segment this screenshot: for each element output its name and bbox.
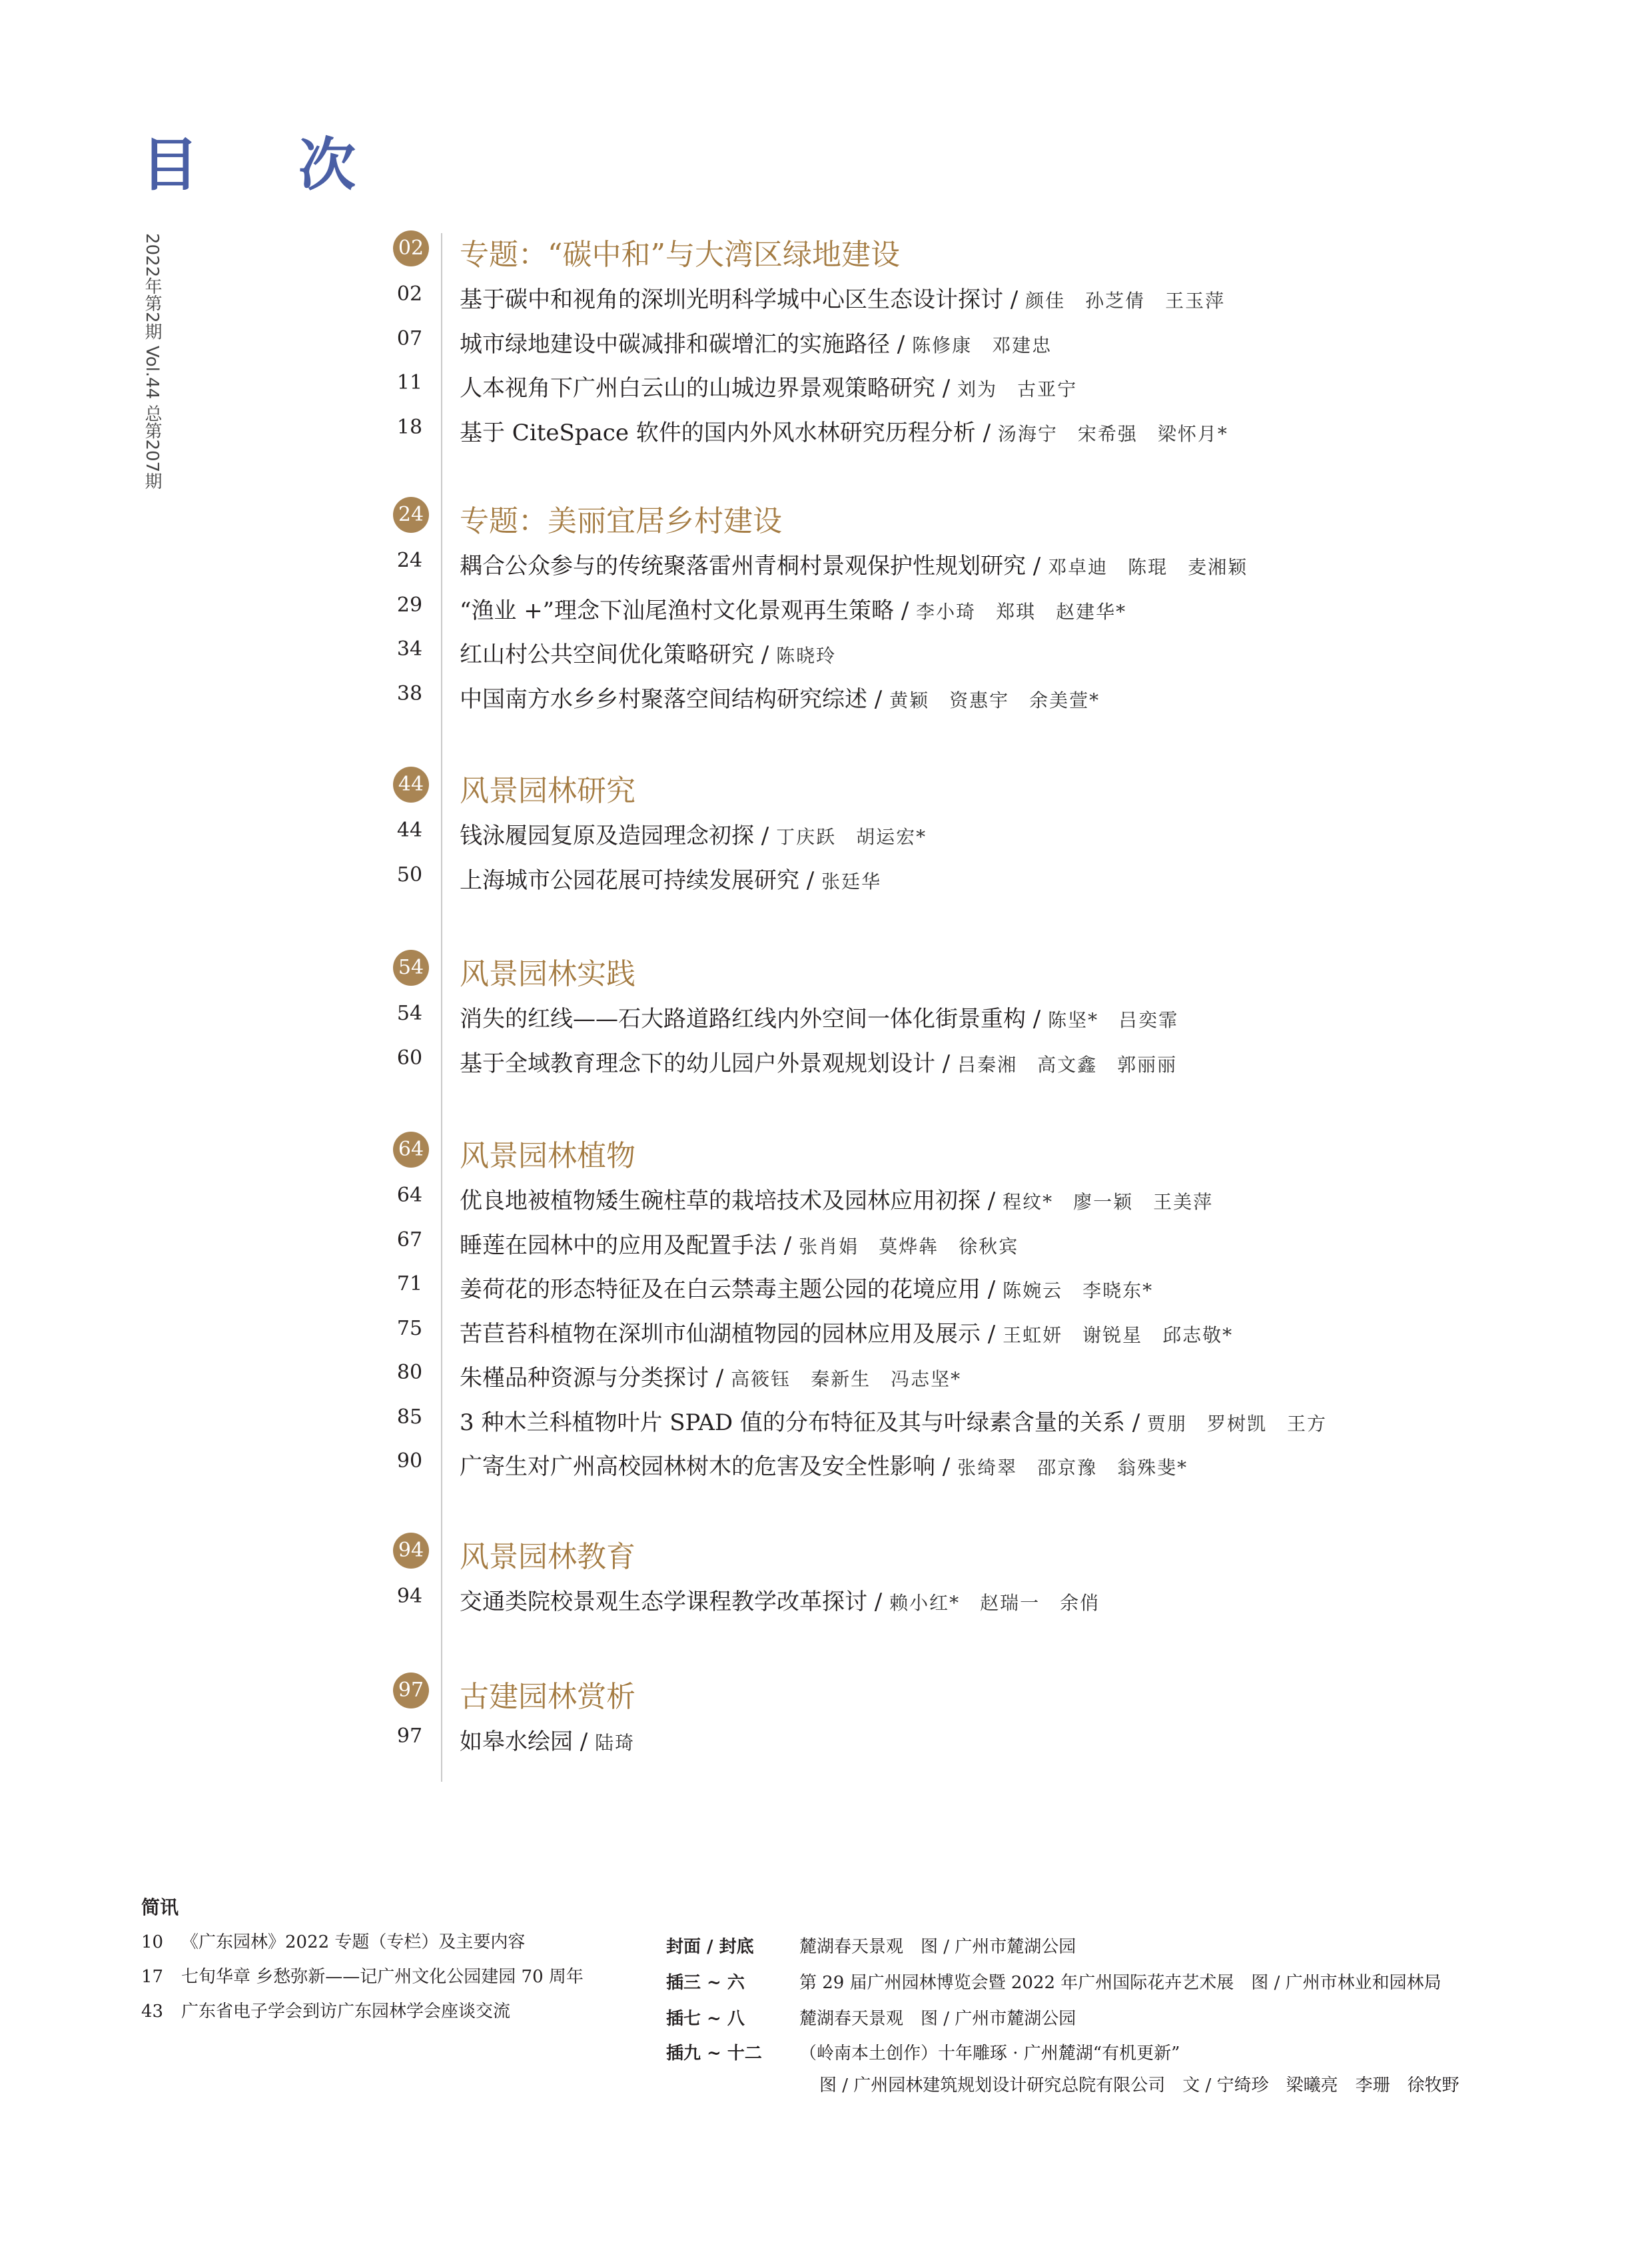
entry-title: 姜荷花的形态特征及在白云禁毒主题公园的花境应用: [460, 1276, 981, 1303]
cover-text: 麓湖春天景观 图 / 广州市麓湖公园: [799, 2009, 1076, 2029]
entry-page: 38: [396, 681, 423, 705]
divider-line: [441, 233, 442, 1782]
separator: /: [777, 1232, 799, 1259]
separator: /: [867, 685, 890, 713]
entry-title: 钱泳履园复原及造园理念初探: [460, 823, 754, 849]
cover-text: 麓湖春天景观 图 / 广州市麓湖公园: [799, 1937, 1076, 1957]
page-title: 目 次: [141, 131, 396, 198]
brief-page: 43: [141, 2002, 164, 2022]
entry-page: 67: [396, 1228, 423, 1252]
separator: /: [890, 330, 913, 358]
entry-page: 64: [396, 1184, 423, 1207]
section-page-badge: 02: [393, 230, 429, 266]
separator: /: [754, 823, 777, 849]
cover-text: 第 29 届广州园林博览会暨 2022 年广州国际花卉艺术展 图 / 广州市林业和园林局: [799, 1973, 1442, 1993]
brief-heading: 简讯: [141, 1896, 179, 1918]
entry-title: 优良地被植物矮生碗柱草的栽培技术及园林应用初探: [460, 1188, 981, 1214]
separator: /: [935, 1050, 958, 1077]
entry-page: 75: [396, 1316, 423, 1340]
entry-title: 消失的红线——石大路道路红线内外空间一体化街景重构: [460, 1006, 1026, 1032]
entry-authors: 程纹* 廖一颖 王美萍: [1003, 1191, 1214, 1213]
entry-title: 城市绿地建设中碳减排和碳增汇的实施路径: [460, 330, 890, 358]
entry-page: 94: [396, 1585, 423, 1608]
entry-title: 朱槿品种资源与分类探讨: [460, 1365, 709, 1391]
entry-authors: 张绮翠 邵京豫 翁殊斐*: [957, 1457, 1188, 1479]
brief-item[interactable]: [141, 1998, 510, 2022]
entry-authors: 王虹妍 谢锐星 邱志敬*: [1003, 1323, 1234, 1346]
section-title: 风景园林植物: [460, 1139, 635, 1173]
section-title: 风景园林实践: [460, 957, 635, 991]
entry-title: 睡莲在园林中的应用及配置手法: [460, 1232, 777, 1259]
section-page-badge: 24: [393, 497, 429, 533]
separator: /: [981, 1320, 1003, 1347]
entry-page: 24: [396, 549, 423, 572]
entry-page: 80: [396, 1361, 423, 1384]
entry-authors: 陈坚* 吕奕霏: [1048, 1009, 1179, 1031]
cover-credit: 图 / 广州园林建筑规划设计研究总院有限公司 文 / 宁绮珍 梁曦亮 李珊 徐牧野: [819, 2075, 1459, 2095]
cover-label: 封面 / 封底: [666, 1937, 754, 1957]
section-page-badge: 54: [393, 950, 429, 986]
separator: /: [935, 1453, 958, 1480]
entry-title: 苦苣苔科植物在深圳市仙湖植物园的园林应用及展示: [460, 1320, 981, 1347]
cover-label: 插七 ~ 八: [666, 2009, 745, 2029]
entry-title: 交通类院校景观生态学课程教学改革探讨: [460, 1589, 867, 1615]
cover-item: [666, 1933, 1076, 1958]
entry-authors: 赖小红* 赵瑞一 余俏: [889, 1592, 1100, 1614]
entry-title: 基于碳中和视角的深圳光明科学城中心区生态设计探讨: [460, 286, 1003, 313]
entry-authors: 陆琦: [595, 1732, 635, 1754]
entry-authors: 刘为 古亚宁: [957, 378, 1078, 400]
entry-title: 3 种木兰科植物叶片 SPAD 值的分布特征及其与叶绿素含量的关系: [460, 1409, 1125, 1436]
entry-page: 02: [396, 282, 423, 306]
section-page-badge: 64: [393, 1132, 429, 1168]
cover-item: [666, 2005, 1076, 2030]
cover-text: （岭南本土创作）十年雕琢 · 广州麓湖“有机更新”: [799, 2044, 1180, 2063]
separator: /: [935, 375, 958, 402]
entry-page: 90: [396, 1449, 423, 1473]
section-page-badge: 44: [393, 767, 429, 803]
entry-title: 基于 CiteSpace 软件的国内外风水林研究历程分析: [460, 419, 976, 446]
entry-page: 54: [396, 1002, 423, 1025]
entry-authors: 颜佳 孙芝倩 王玉萍: [1025, 290, 1226, 312]
separator: /: [1026, 553, 1048, 579]
separator: /: [975, 419, 998, 446]
entry-title: 红山村公共空间优化策略研究: [460, 641, 754, 668]
entry-authors: 陈晓玲: [776, 645, 837, 667]
entry-page: 18: [396, 415, 423, 439]
entry-authors: 李小琦 郑琪 赵建华*: [916, 600, 1127, 623]
entry-authors: 邓卓迪 陈琨 麦湘颖: [1048, 556, 1248, 578]
brief-item[interactable]: [141, 1928, 525, 1953]
entry-title: 如皋水绘园: [460, 1728, 573, 1755]
separator: /: [867, 1589, 890, 1615]
separator: /: [894, 597, 917, 624]
entry-page: 11: [396, 371, 423, 394]
entry-title: “渔业 +”理念下汕尾渔村文化景观再生策略: [460, 597, 895, 624]
brief-page: 10: [141, 1932, 164, 1952]
brief-text: 广东省电子学会到访广东园林学会座谈交流: [181, 2002, 511, 2022]
entry-authors: 陈婉云 李晓东*: [1003, 1280, 1154, 1302]
entry-page: 85: [396, 1405, 423, 1429]
entry-authors: 吕秦湘 高文鑫 郭丽丽: [957, 1053, 1178, 1076]
entry-authors: 高筱钰 秦新生 冯志坚*: [731, 1368, 962, 1390]
volume-info: 2022年第2期 Vol.44 总第207期: [142, 233, 162, 490]
entry-authors: 黄颖 资惠宇 余美萱*: [889, 689, 1100, 711]
separator: /: [1124, 1409, 1147, 1436]
cover-item: [666, 1969, 1442, 1994]
entry-page: 97: [396, 1724, 423, 1748]
entry-page: 07: [396, 326, 423, 350]
brief-text: 七旬华章 乡愁弥新——记广州文化公园建园 70 周年: [181, 1967, 584, 1987]
entry-authors: 张廷华: [821, 870, 882, 893]
separator: /: [981, 1188, 1003, 1214]
section-page-badge: 97: [393, 1673, 429, 1708]
separator: /: [1003, 286, 1026, 313]
section-title: 风景园林研究: [460, 774, 635, 808]
entry-page: 29: [396, 593, 423, 617]
section-title: 专题：美丽宜居乡村建设: [460, 504, 782, 538]
cover-label: 插九 ~ 十二: [666, 2044, 762, 2063]
entry-title: 中国南方水乡乡村聚落空间结构研究综述: [460, 685, 867, 713]
section-title: 风景园林教育: [460, 1540, 635, 1574]
entry-authors: 陈修康 邓建忠: [912, 334, 1052, 356]
entry-title: 上海城市公园花展可持续发展研究: [460, 867, 799, 894]
brief-text: 《广东园林》2022 专题（专栏）及主要内容: [181, 1932, 526, 1952]
entry-page: 60: [396, 1046, 423, 1070]
section-title: 古建园林赏析: [460, 1680, 635, 1714]
separator: /: [573, 1728, 596, 1755]
entry-authors: 丁庆跃 胡运宏*: [776, 826, 927, 848]
brief-page: 17: [141, 1967, 164, 1987]
section-title: 专题：“碳中和”与大湾区绿地建设: [460, 238, 900, 272]
cover-label: 插三 ~ 六: [666, 1973, 745, 1993]
entry-title: 人本视角下广州白云山的山城边界景观策略研究: [460, 375, 935, 402]
entry-authors: 贾朋 罗树凯 王方: [1147, 1412, 1328, 1435]
separator: /: [754, 641, 777, 668]
entry-page: 50: [396, 863, 423, 887]
separator: /: [709, 1365, 731, 1391]
entry-page: 71: [396, 1272, 423, 1296]
separator: /: [981, 1276, 1003, 1303]
entry-title: 耦合公众参与的传统聚落雷州青桐村景观保护性规划研究: [460, 553, 1026, 579]
cover-item: [666, 2040, 1180, 2064]
separator: /: [799, 867, 822, 894]
brief-item[interactable]: [141, 1963, 584, 1988]
entry-page: 34: [396, 637, 423, 661]
entry-title: 基于全域教育理念下的幼儿园户外景观规划设计: [460, 1050, 935, 1077]
entry-authors: 汤海宁 宋希强 梁怀月*: [997, 422, 1228, 445]
entry-title: 广寄生对广州高校园林树木的危害及安全性影响: [460, 1453, 935, 1480]
section-page-badge: 94: [393, 1533, 429, 1569]
entry-page: 44: [396, 819, 423, 842]
separator: /: [1026, 1006, 1048, 1032]
entry-authors: 张肖娟 莫烨犇 徐秋宾: [799, 1235, 1019, 1258]
